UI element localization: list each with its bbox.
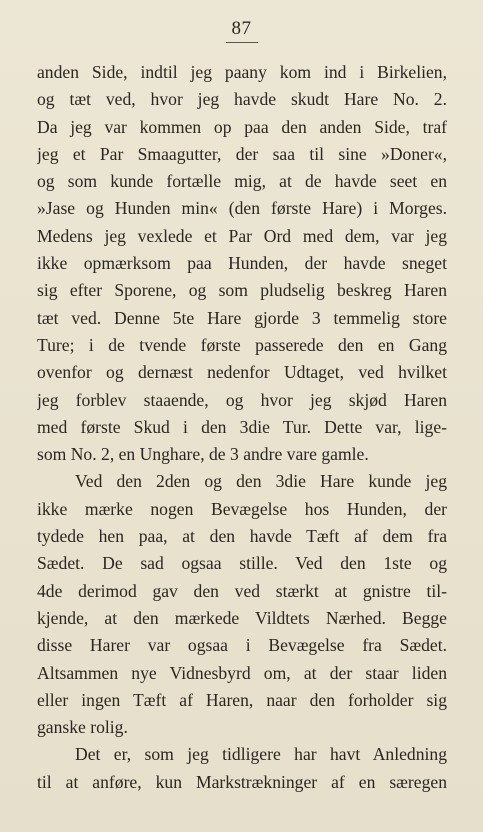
text-line: ikke mærke nogen Bevægelse hos Hunden, der (37, 498, 447, 519)
text-line: jeg et Par Smaagutter, der saa til sine »Doner«, (37, 143, 447, 164)
text-line: jeg forblev staaende, og hvor jeg skjød Haren (37, 389, 447, 410)
text-line: disse Harer var ogsaa i Bevægelse fra Sædet. (37, 635, 447, 656)
text-line: Medens jeg vexlede et Par Ord med dem, var jeg (37, 225, 447, 246)
text-line: Altsammen nye Vidnesbyrd om, at der staar liden (37, 662, 447, 683)
text-line: Sædet. De sad ogsaa stille. Ved den 1ste og (37, 553, 447, 574)
text-line: tæt ved. Denne 5te Hare gjorde 3 temmelig store (37, 307, 447, 328)
text-line: Da jeg var kommen op paa den anden Side, traf (37, 116, 447, 137)
text-line: ikke opmærksom paa Hunden, der havde sneget (37, 253, 447, 274)
text-line: sig efter Sporene, og som pludselig beskreg Haren (37, 280, 447, 301)
page-number: 87 (226, 16, 258, 43)
text-line: som No. 2, en Unghare, de 3 andre vare gamle. (37, 444, 369, 465)
text-line: til at anføre, kun Markstrækninger af en særegen (37, 771, 447, 792)
text-line: ganske rolig. (37, 717, 128, 738)
text-line: og tæt ved, hvor jeg havde skudt Hare No. 2. (37, 89, 447, 110)
text-line: ovenfor og dernæst nedenfor Udtaget, ved hvilket (37, 362, 447, 383)
text-line: eller ingen Tæft af Haren, naar den forholder sig (37, 689, 447, 710)
text-line: og som kunde fortælle mig, at de havde seet en (37, 171, 447, 192)
page-header (0, 16, 483, 43)
text-line: Ture; i de tvende første passerede den en Gang (37, 334, 447, 355)
text-line: anden Side, indtil jeg paany kom ind i Birkelien, (37, 62, 447, 82)
text-line: med første Skud i den 3die Tur. Dette var, lige- (37, 416, 447, 437)
text-line: Det er, som jeg tidligere har havt Anledning (75, 744, 447, 765)
text-line: kjende, at den mærkede Vildtets Nærhed. Begge (37, 607, 447, 628)
body-text (37, 59, 447, 796)
text-line: »Jase og Hunden min« (den første Hare) i Morges. (37, 198, 447, 219)
text-line: tydede hen paa, at den havde Tæft af dem fra (37, 526, 447, 547)
text-line: 4de derimod gav den ved stærkt at gnistre til- (37, 580, 447, 601)
text-line: Ved den 2den og den 3die Hare kunde jeg (75, 471, 447, 492)
